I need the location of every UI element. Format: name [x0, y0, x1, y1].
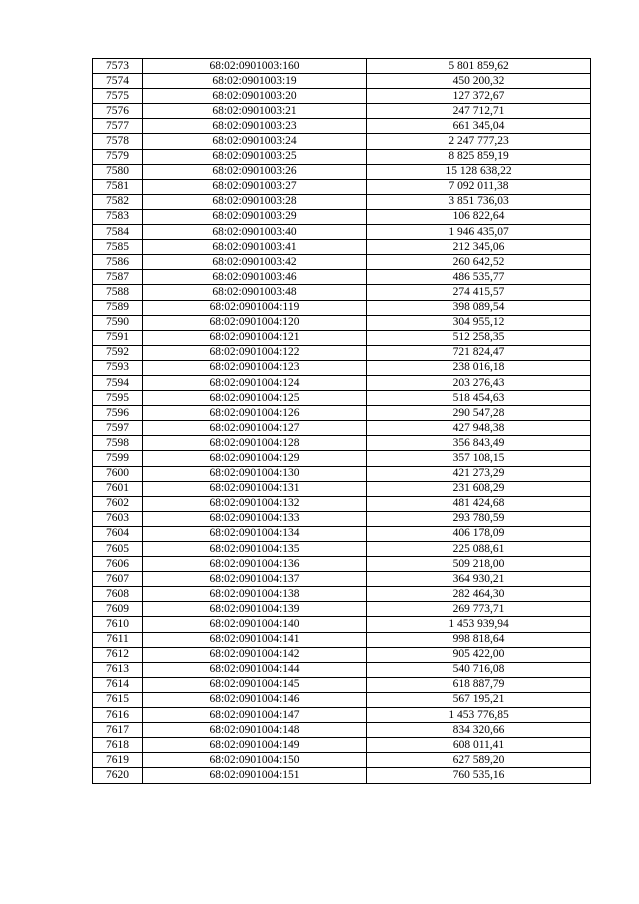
table-row — [93, 753, 591, 768]
value-cell: 905 422,00 — [367, 647, 591, 662]
row-number-cell: 7597 — [93, 421, 143, 436]
row-number-cell: 7614 — [93, 677, 143, 692]
value-cell: 1 946 435,07 — [367, 225, 591, 240]
row-number-cell: 7613 — [93, 662, 143, 677]
row-number-cell: 7579 — [93, 149, 143, 164]
table-row — [93, 360, 591, 375]
row-number-cell: 7575 — [93, 89, 143, 104]
value-cell: 15 128 638,22 — [367, 164, 591, 179]
cadastral-number-cell: 68:02:0901003:24 — [143, 134, 367, 149]
value-cell: 450 200,32 — [367, 74, 591, 89]
cadastral-number-cell: 68:02:0901003:29 — [143, 209, 367, 224]
value-cell: 760 535,16 — [367, 768, 591, 783]
cadastral-number-cell: 68:02:0901004:119 — [143, 300, 367, 315]
row-number-cell: 7598 — [93, 436, 143, 451]
table-body — [93, 59, 591, 784]
value-cell: 304 955,12 — [367, 315, 591, 330]
row-number-cell: 7574 — [93, 74, 143, 89]
row-number-cell: 7583 — [93, 209, 143, 224]
cadastral-number-cell: 68:02:0901003:40 — [143, 225, 367, 240]
row-number-cell: 7612 — [93, 647, 143, 662]
table-row — [93, 542, 591, 557]
row-number-cell: 7580 — [93, 164, 143, 179]
value-cell: 212 345,06 — [367, 240, 591, 255]
value-cell: 486 535,77 — [367, 270, 591, 285]
cadastral-number-cell: 68:02:0901004:128 — [143, 436, 367, 451]
value-cell: 231 608,29 — [367, 481, 591, 496]
value-cell: 1 453 939,94 — [367, 617, 591, 632]
row-number-cell: 7619 — [93, 753, 143, 768]
table-row — [93, 511, 591, 526]
row-number-cell: 7591 — [93, 330, 143, 345]
cadastral-number-cell: 68:02:0901004:121 — [143, 330, 367, 345]
value-cell: 618 887,79 — [367, 677, 591, 692]
cadastral-number-cell: 68:02:0901004:137 — [143, 572, 367, 587]
value-cell: 269 773,71 — [367, 602, 591, 617]
table-row — [93, 647, 591, 662]
value-cell: 238 016,18 — [367, 360, 591, 375]
table-row — [93, 496, 591, 511]
row-number-cell: 7606 — [93, 557, 143, 572]
value-cell: 421 273,29 — [367, 466, 591, 481]
value-cell: 274 415,57 — [367, 285, 591, 300]
cadastral-number-cell: 68:02:0901003:46 — [143, 270, 367, 285]
value-cell: 540 716,08 — [367, 662, 591, 677]
cadastral-number-cell: 68:02:0901004:126 — [143, 406, 367, 421]
table-row — [93, 119, 591, 134]
row-number-cell: 7599 — [93, 451, 143, 466]
table-row — [93, 572, 591, 587]
cadastral-number-cell: 68:02:0901004:140 — [143, 617, 367, 632]
value-cell: 293 780,59 — [367, 511, 591, 526]
row-number-cell: 7610 — [93, 617, 143, 632]
cadastral-number-cell: 68:02:0901004:142 — [143, 647, 367, 662]
value-cell: 567 195,21 — [367, 692, 591, 707]
table-row — [93, 466, 591, 481]
table-row — [93, 209, 591, 224]
cadastral-number-cell: 68:02:0901004:141 — [143, 632, 367, 647]
table-row — [93, 345, 591, 360]
cadastral-number-cell: 68:02:0901004:144 — [143, 662, 367, 677]
row-number-cell: 7594 — [93, 375, 143, 390]
table-row — [93, 240, 591, 255]
cadastral-number-cell: 68:02:0901004:147 — [143, 708, 367, 723]
table-row — [93, 481, 591, 496]
table-row — [93, 134, 591, 149]
cadastral-number-cell: 68:02:0901004:133 — [143, 511, 367, 526]
table-row — [93, 179, 591, 194]
table-row — [93, 225, 591, 240]
value-cell: 290 547,28 — [367, 406, 591, 421]
table-row — [93, 300, 591, 315]
row-number-cell: 7603 — [93, 511, 143, 526]
value-cell: 2 247 777,23 — [367, 134, 591, 149]
row-number-cell: 7609 — [93, 602, 143, 617]
row-number-cell: 7601 — [93, 481, 143, 496]
cadastral-number-cell: 68:02:0901003:160 — [143, 59, 367, 74]
cadastral-number-cell: 68:02:0901003:41 — [143, 240, 367, 255]
value-cell: 106 822,64 — [367, 209, 591, 224]
row-number-cell: 7577 — [93, 119, 143, 134]
cadastral-value-table — [92, 58, 591, 784]
cadastral-number-cell: 68:02:0901003:26 — [143, 164, 367, 179]
table-row — [93, 315, 591, 330]
cadastral-number-cell: 68:02:0901004:125 — [143, 391, 367, 406]
cadastral-number-cell: 68:02:0901004:138 — [143, 587, 367, 602]
row-number-cell: 7584 — [93, 225, 143, 240]
table-row — [93, 632, 591, 647]
row-number-cell: 7586 — [93, 255, 143, 270]
value-cell: 247 712,71 — [367, 104, 591, 119]
value-cell: 627 589,20 — [367, 753, 591, 768]
table-row — [93, 149, 591, 164]
row-number-cell: 7600 — [93, 466, 143, 481]
cadastral-number-cell: 68:02:0901003:28 — [143, 194, 367, 209]
table-row — [93, 89, 591, 104]
row-number-cell: 7611 — [93, 632, 143, 647]
cadastral-number-cell: 68:02:0901004:129 — [143, 451, 367, 466]
value-cell: 481 424,68 — [367, 496, 591, 511]
value-cell: 1 453 776,85 — [367, 708, 591, 723]
cadastral-number-cell: 68:02:0901004:123 — [143, 360, 367, 375]
cadastral-number-cell: 68:02:0901004:124 — [143, 375, 367, 390]
row-number-cell: 7582 — [93, 194, 143, 209]
row-number-cell: 7581 — [93, 179, 143, 194]
value-cell: 225 088,61 — [367, 542, 591, 557]
value-cell: 357 108,15 — [367, 451, 591, 466]
table-row — [93, 692, 591, 707]
cadastral-number-cell: 68:02:0901003:20 — [143, 89, 367, 104]
value-cell: 509 218,00 — [367, 557, 591, 572]
row-number-cell: 7576 — [93, 104, 143, 119]
value-cell: 260 642,52 — [367, 255, 591, 270]
value-cell: 127 372,67 — [367, 89, 591, 104]
cadastral-number-cell: 68:02:0901004:151 — [143, 768, 367, 783]
value-cell: 3 851 736,03 — [367, 194, 591, 209]
table-row — [93, 164, 591, 179]
value-cell: 5 801 859,62 — [367, 59, 591, 74]
table-row — [93, 738, 591, 753]
row-number-cell: 7607 — [93, 572, 143, 587]
row-number-cell: 7602 — [93, 496, 143, 511]
row-number-cell: 7605 — [93, 542, 143, 557]
row-number-cell: 7620 — [93, 768, 143, 783]
table-row — [93, 436, 591, 451]
value-cell: 834 320,66 — [367, 723, 591, 738]
table-row — [93, 194, 591, 209]
value-cell: 998 818,64 — [367, 632, 591, 647]
table-row — [93, 602, 591, 617]
table-row — [93, 557, 591, 572]
table-row — [93, 285, 591, 300]
cadastral-number-cell: 68:02:0901003:21 — [143, 104, 367, 119]
value-cell: 406 178,09 — [367, 526, 591, 541]
cadastral-number-cell: 68:02:0901004:149 — [143, 738, 367, 753]
row-number-cell: 7618 — [93, 738, 143, 753]
table-row — [93, 677, 591, 692]
row-number-cell: 7596 — [93, 406, 143, 421]
cadastral-number-cell: 68:02:0901003:48 — [143, 285, 367, 300]
table-row — [93, 330, 591, 345]
table-row — [93, 74, 591, 89]
table-row — [93, 59, 591, 74]
table-row — [93, 723, 591, 738]
value-cell: 356 843,49 — [367, 436, 591, 451]
table-row — [93, 662, 591, 677]
value-cell: 364 930,21 — [367, 572, 591, 587]
cadastral-number-cell: 68:02:0901004:131 — [143, 481, 367, 496]
value-cell: 661 345,04 — [367, 119, 591, 134]
cadastral-number-cell: 68:02:0901004:132 — [143, 496, 367, 511]
cadastral-number-cell: 68:02:0901003:42 — [143, 255, 367, 270]
row-number-cell: 7615 — [93, 692, 143, 707]
cadastral-number-cell: 68:02:0901003:25 — [143, 149, 367, 164]
table-row — [93, 406, 591, 421]
value-cell: 721 824,47 — [367, 345, 591, 360]
table-row — [93, 768, 591, 783]
cadastral-number-cell: 68:02:0901003:19 — [143, 74, 367, 89]
row-number-cell: 7585 — [93, 240, 143, 255]
cadastral-number-cell: 68:02:0901004:127 — [143, 421, 367, 436]
table-row — [93, 451, 591, 466]
value-cell: 427 948,38 — [367, 421, 591, 436]
row-number-cell: 7578 — [93, 134, 143, 149]
cadastral-number-cell: 68:02:0901003:23 — [143, 119, 367, 134]
value-cell: 512 258,35 — [367, 330, 591, 345]
value-cell: 8 825 859,19 — [367, 149, 591, 164]
value-cell: 7 092 011,38 — [367, 179, 591, 194]
value-cell: 282 464,30 — [367, 587, 591, 602]
cadastral-number-cell: 68:02:0901004:145 — [143, 677, 367, 692]
cadastral-number-cell: 68:02:0901004:136 — [143, 557, 367, 572]
row-number-cell: 7604 — [93, 526, 143, 541]
row-number-cell: 7593 — [93, 360, 143, 375]
table-row — [93, 587, 591, 602]
row-number-cell: 7573 — [93, 59, 143, 74]
row-number-cell: 7592 — [93, 345, 143, 360]
cadastral-number-cell: 68:02:0901004:146 — [143, 692, 367, 707]
cadastral-number-cell: 68:02:0901004:150 — [143, 753, 367, 768]
table-row — [93, 270, 591, 285]
cadastral-number-cell: 68:02:0901004:120 — [143, 315, 367, 330]
value-cell: 518 454,63 — [367, 391, 591, 406]
value-cell: 398 089,54 — [367, 300, 591, 315]
value-cell: 203 276,43 — [367, 375, 591, 390]
row-number-cell: 7617 — [93, 723, 143, 738]
cadastral-number-cell: 68:02:0901004:122 — [143, 345, 367, 360]
table-row — [93, 255, 591, 270]
cadastral-number-cell: 68:02:0901003:27 — [143, 179, 367, 194]
cadastral-number-cell: 68:02:0901004:139 — [143, 602, 367, 617]
cadastral-number-cell: 68:02:0901004:135 — [143, 542, 367, 557]
cadastral-number-cell: 68:02:0901004:134 — [143, 526, 367, 541]
table-row — [93, 708, 591, 723]
row-number-cell: 7587 — [93, 270, 143, 285]
cadastral-number-cell: 68:02:0901004:130 — [143, 466, 367, 481]
table-row — [93, 617, 591, 632]
cadastral-number-cell: 68:02:0901004:148 — [143, 723, 367, 738]
table-row — [93, 104, 591, 119]
row-number-cell: 7590 — [93, 315, 143, 330]
row-number-cell: 7616 — [93, 708, 143, 723]
value-cell: 608 011,41 — [367, 738, 591, 753]
row-number-cell: 7589 — [93, 300, 143, 315]
row-number-cell: 7595 — [93, 391, 143, 406]
row-number-cell: 7608 — [93, 587, 143, 602]
table-row — [93, 421, 591, 436]
table-row — [93, 391, 591, 406]
table-row — [93, 526, 591, 541]
row-number-cell: 7588 — [93, 285, 143, 300]
table-row — [93, 375, 591, 390]
